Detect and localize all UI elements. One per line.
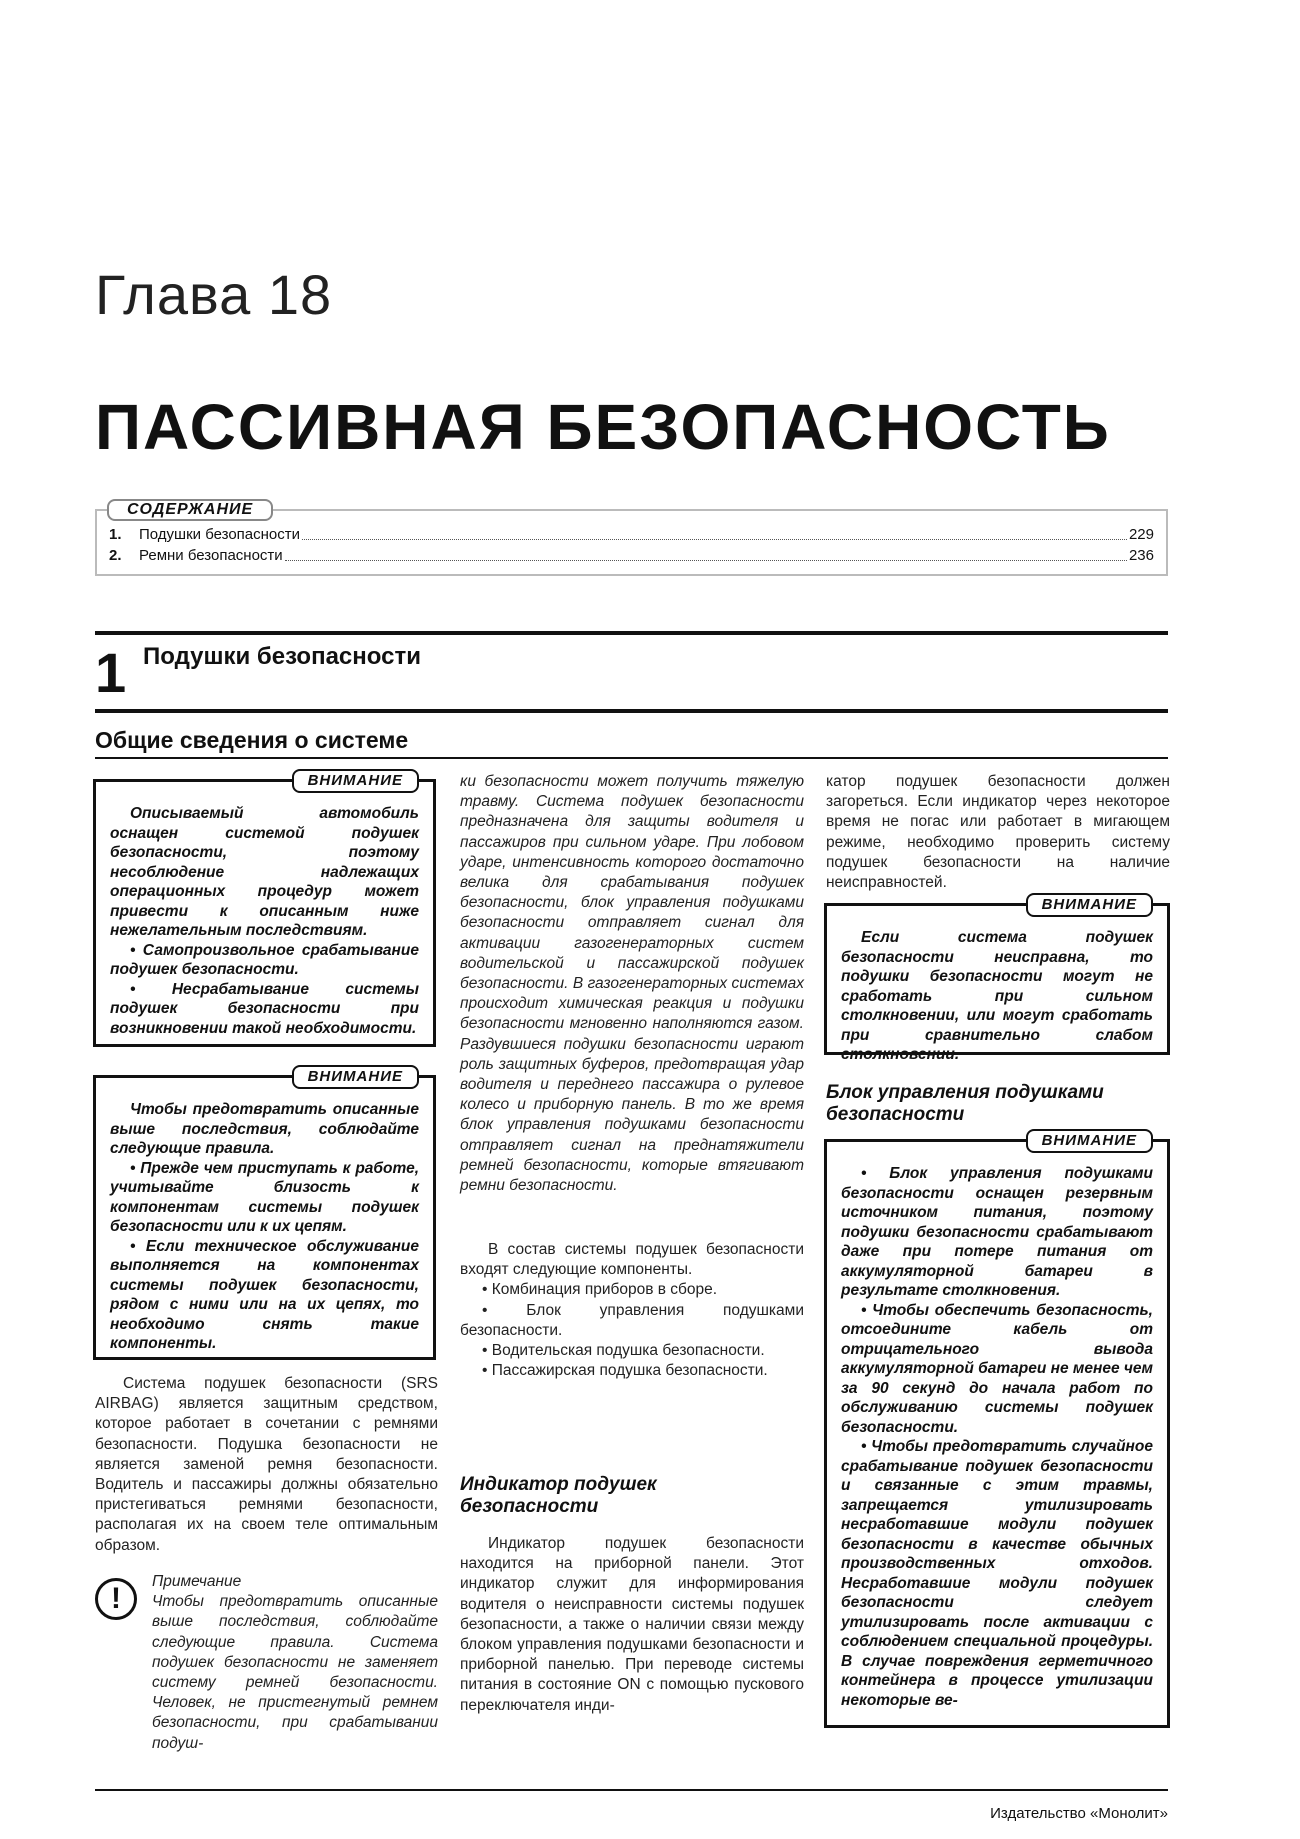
body-text: Система подушек безопасности (SRS AIRBAG) является защитным средством, которое работает в сочетании с ремнями безопасности. Подушка безопасности не является заменой ремня безопасности. Водитель и пассажиры должны обязательно пристегиваться ремнями безопасности, располагая их на своем теле оптимальным образом. <box>95 1375 438 1554</box>
toc-item-page: 236 <box>1128 547 1154 564</box>
toc-item-label: Подушки безопасности <box>139 526 301 543</box>
note-title: Примечание <box>152 1573 242 1590</box>
subheading-rule <box>95 757 1168 759</box>
subheading: Общие сведения о системе <box>95 727 409 753</box>
control-unit-heading: Блок управления подушками безопасности <box>826 1082 1104 1125</box>
warning-tab: ВНИМАНИЕ <box>1026 893 1153 917</box>
warning-tab: ВНИМАНИЕ <box>1026 1129 1153 1153</box>
list-item: • Блок управления подушками безопасности. <box>460 1301 804 1339</box>
body-paragraph <box>460 1534 804 1716</box>
warning-box <box>824 1132 1170 1728</box>
body-text: В состав системы подушек безопасности входят следующие компоненты. <box>460 1241 804 1279</box>
toc-item-num: 2. <box>109 547 122 564</box>
body-paragraph <box>826 772 1170 893</box>
warning-text: • Самопроизвольное срабатывание подушек безопасности. <box>110 941 419 978</box>
body-paragraph <box>95 1374 438 1556</box>
warning-text: • Чтобы обеспечить безопасность, отсоедините кабель от отрицательного вывода аккумуляторной батареи не менее чем за 90 секунд до начала работ по обслуживанию системы подушек безопасности. <box>841 1301 1154 1436</box>
toc-box <box>95 501 1168 576</box>
body-text: Индикатор подушек безопасности находится на приборной панели. Этот индикатор служит для информирования водителя о неисправности системы подушек безопасности, а также о наличии связи между блоком управления подушками безопасности и приборной панелью. При переводе системы питания в состояние ON с помощью пускового переключателя инди- <box>460 1535 804 1714</box>
warning-text: • Несрабатывание системы подушек безопасности при возникновении такой необходимости. <box>110 980 419 1037</box>
components-block <box>460 1240 804 1381</box>
warning-text: • Прежде чем приступать к работе, учитывайте близость к компонентам системы подушек безопасности или к их цепям. <box>110 1159 419 1235</box>
list-item: • Пассажирская подушка безопасности. <box>482 1362 768 1380</box>
toc-item-num: 1. <box>109 526 122 543</box>
toc-item[interactable] <box>109 526 1154 544</box>
warning-text: • Если техническое обслуживание выполняется на компонентах системы подушек безопасности, рядом с ними или на их цепях, то необходимо снять такие компоненты. <box>110 1237 419 1352</box>
section-number: 1 <box>95 641 127 704</box>
warning-box <box>824 896 1170 1063</box>
toc-dots <box>302 526 1127 540</box>
indicator-heading: Индикатор подушек безопасности <box>460 1474 657 1517</box>
warning-text: Если система подушек безопасности неисправна, то подушки безопасности могут не сработать при сильном столкновении, или могут сработать при сравнительно слабом столкновении. <box>841 929 1153 1063</box>
body-text: ки безопасности может получить тяжелую травму. Система подушек безопасности предназначена для защиты водителя и пассажиров при сильном ударе. При лобовом ударе, интенсивность которого достаточно велика для срабатывания подушек безопасности, блок управления подушками безопасности отправляет сигнал для активации газогенераторных систем водительской и пассажирской подушек безопасности. В газогенераторных системах происходит химическая реакция и подушки безопасности мгновенно наполняются газом. Раздувшиеся подушки безопасности играют роль защитных буферов, предотвращая удар водителя и переднего пассажира о рулевое колесо и приборную панель. В то же время блок управления подушками безопасности отправляет сигнал на преднатяжители ремней безопасности, которые втягивают ремни безопасности. <box>460 773 804 1195</box>
chapter-label: Глава 18 <box>95 263 333 326</box>
footer-rule <box>95 1789 1168 1791</box>
note <box>152 1572 438 1754</box>
chapter-title: ПАССИВНАЯ БЕЗОПАСНОСТЬ <box>95 391 1111 463</box>
warning-tab: ВНИМАНИЕ <box>292 769 419 793</box>
warning-box <box>93 1068 436 1360</box>
section-rule-top <box>95 631 1168 635</box>
warning-box <box>93 772 436 1047</box>
list-item: • Водительская подушка безопасности. <box>482 1342 765 1360</box>
warning-text: • Блок управления подушками безопасности оснащен резервным источником питания, поэтому подушки безопасности срабатывают даже при потере питания от аккумуляторной батареи в результате столкновения. <box>841 1165 1153 1299</box>
toc-item-label: Ремни безопасности <box>139 547 283 564</box>
warning-text: Чтобы предотвратить описанные выше последствия, соблюдайте следующие правила. <box>110 1101 419 1157</box>
toc-dots <box>285 547 1127 561</box>
body-paragraph-italic <box>460 772 804 1196</box>
body-text: катор подушек безопасности должен загореться. Если индикатор через некоторое время не погас или работает в мигающем режиме, необходимо проверить систему подушек безопасности на наличие неисправностей. <box>826 773 1170 892</box>
publisher: Издательство «Монолит» <box>990 1805 1168 1822</box>
list-item: • Комбинация приборов в сборе. <box>482 1281 718 1299</box>
exclamation-icon: ! <box>95 1578 137 1620</box>
section-title: Подушки безопасности <box>143 643 421 670</box>
section-rule-bottom <box>95 709 1168 713</box>
warning-text: • Чтобы предотвратить случайное срабатывание подушек безопасности и связанные с этим травмы, запрещается утилизировать несработавшие модули подушек безопасности в качестве обычных производственных отходов. Несработавшие модули подушек безопасности следует утилизировать после активации с соблюдением специальной процедуры. В случае повреждения герметичного контейнера в процессе утилизации некоторые ве- <box>841 1438 1153 1709</box>
toc-item[interactable] <box>109 547 1154 565</box>
toc-item-page: 229 <box>1128 526 1154 543</box>
toc-heading: СОДЕРЖАНИЕ <box>107 499 273 521</box>
warning-tab: ВНИМАНИЕ <box>292 1065 419 1089</box>
warning-text: Описываемый автомобиль оснащен системой подушек безопасности, поэтому несоблюдение надлежащих операционных процедур может привести к описанным ниже нежелательным последствиям. <box>110 805 419 939</box>
note-text: Чтобы предотвратить описанные выше последствия, соблюдайте следующие правила. Система подушек безопасности не заменяет систему ремней безопасности. Человек, не пристегнутый ремнем безопасности, при срабатывании подуш- <box>152 1593 438 1752</box>
